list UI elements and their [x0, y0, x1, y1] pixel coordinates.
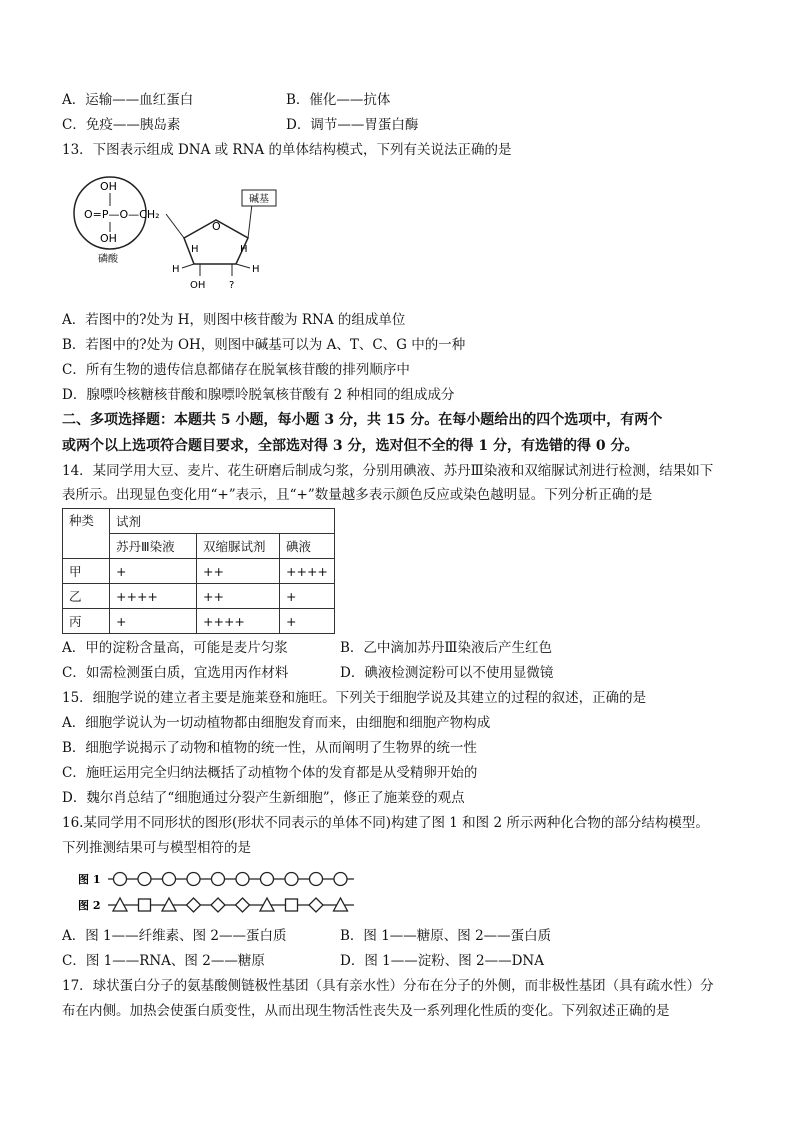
table-row: [63, 559, 335, 584]
q16-option-d: D．图 1——淀粉、图 2——DNA: [340, 953, 544, 969]
q12-option-c: C．免疫——胰岛素: [62, 117, 181, 133]
diamond-monomer: [187, 898, 201, 912]
table-col-header: 双缩脲试剂: [197, 534, 280, 559]
polymer-model-figure: [78, 866, 368, 918]
q12-option-b: B．催化——抗体: [286, 92, 391, 108]
q15-option-a: A．细胞学说认为一切动植物都由细胞发育而来，由细胞和细胞产物构成: [62, 715, 491, 731]
table-cell: +: [110, 559, 197, 584]
table-row-name: 甲: [63, 559, 110, 584]
reagent-results-table: [62, 508, 335, 634]
q16-option-b: B．图 1——糖原、图 2——蛋白质: [340, 928, 552, 944]
table-header-kind: 种类: [63, 509, 110, 559]
q14-option-b: B．乙中滴加苏丹Ⅲ染液后产生红色: [340, 640, 552, 656]
phosphate-oh-top: OH: [100, 180, 117, 193]
circle-monomer: [310, 873, 323, 886]
question-mark: ?: [229, 280, 235, 291]
q12-option-a: A．运输——血红蛋白: [62, 92, 194, 108]
h-atom: H: [240, 244, 248, 255]
q14-option-a: A．甲的淀粉含量高，可能是麦片匀浆: [62, 640, 288, 656]
q14-option-c: C．如需检测蛋白质，宜选用丙作材料: [62, 665, 289, 681]
circle-monomer: [285, 873, 298, 886]
q17-stem-line1: 17．球状蛋白分子的氨基酸侧链极性基团（具有亲水性）分布在分子的外侧，而非极性基团（具有疏水性）分: [62, 978, 714, 994]
table-col-header: 苏丹Ⅲ染液: [110, 534, 197, 559]
q15-stem: 15．细胞学说的建立者主要是施莱登和施旺。下列关于细胞学说及其建立的过程的叙述，正确的是: [62, 690, 647, 706]
circle-monomer: [236, 873, 249, 886]
h-atom: H: [191, 244, 199, 255]
bond-line: [182, 264, 194, 268]
section2-heading-line1: 二、多项选择题：本题共 5 小题，每小题 3 分，共 15 分。在每小题给出的四个选项中，有两个: [62, 412, 663, 428]
q16-stem-line2: 下列推测结果可与模型相符的是: [62, 840, 251, 856]
circle-monomer: [114, 873, 127, 886]
phosphate-label: 磷酸: [98, 254, 118, 265]
phosphate-oh-bottom: OH: [100, 232, 117, 245]
q13-stem: 13．下图表示组成 DNA 或 RNA 的单体结构模式，下列有关说法正确的是: [62, 142, 512, 158]
diamond-monomer: [236, 898, 250, 912]
q16-option-a: A．图 1——纤维素、图 2——蛋白质: [62, 928, 287, 944]
phosphate-backbone-text: O=P—O—CH₂: [84, 208, 160, 221]
q15-option-c: C．施旺运用完全归纳法概括了动植物个体的发育都是从受精卵开始的: [62, 765, 478, 781]
table-row-name: 丙: [63, 609, 110, 634]
circle-monomer: [187, 873, 200, 886]
table-row: [63, 584, 335, 609]
ring-oxygen: O: [212, 220, 221, 233]
q14-stem-line2: 表所示。出现显色变化用“+”表示，且“+”数量越多表示颜色反应或染色越明显。下列分析正确的是: [62, 487, 653, 503]
table-cell: ++++: [110, 584, 197, 609]
square-monomer: [286, 899, 298, 911]
h-atom: H: [252, 264, 260, 275]
circle-monomer: [138, 873, 151, 886]
q13-option-c: C．所有生物的遗传信息都储存在脱氧核苷酸的排列顺序中: [62, 362, 410, 378]
q15-option-d: D．魏尔肖总结了“细胞通过分裂产生新细胞”，修正了施莱登的观点: [62, 790, 465, 806]
q16-stem-line1: 16.某同学用不同形状的图形(形状不同表示的单体不同)构建了图 1 和图 2 所示两种化合物的部分结构模型。: [62, 815, 709, 831]
q14-option-d: D．碘液检测淀粉可以不使用显微镜: [340, 665, 554, 681]
table-row: [63, 609, 335, 634]
table-cell: ++: [197, 584, 280, 609]
bond-line: [248, 204, 252, 238]
q14-stem-line1: 14．某同学用大豆、麦片、花生研磨后制成匀浆，分别用碘液、苏丹Ⅲ染液和双缩脲试剂进行检测，结果如下: [62, 463, 714, 479]
fig1-label: 图 1: [78, 873, 101, 886]
base-label: 碱基: [249, 194, 269, 205]
q16-option-c: C．图 1——RNA、图 2——糖原: [62, 953, 265, 969]
fig2-label: 图 2: [78, 899, 101, 912]
diamond-monomer: [309, 898, 323, 912]
table-cell: +: [280, 609, 335, 634]
table-cell: ++++: [197, 609, 280, 634]
q15-option-b: B．细胞学说揭示了动物和植物的统一性，从而阐明了生物界的统一性: [62, 740, 477, 756]
nucleotide-structure-figure: [66, 168, 296, 300]
q13-option-a: A．若图中的?处为 H，则图中核苷酸为 RNA 的组成单位: [62, 312, 406, 328]
diamond-monomer: [211, 898, 225, 912]
table-cell: ++: [197, 559, 280, 584]
table-cell: +: [110, 609, 197, 634]
section2-heading-line2: 或两个以上选项符合题目要求，全部选对得 3 分，选对但不全的得 1 分，有选错的得 0 分。: [62, 438, 639, 454]
table-header-reagent: 试剂: [110, 509, 335, 534]
square-monomer: [139, 899, 151, 911]
sugar-oh: OH: [190, 280, 206, 291]
table-cell: +: [280, 584, 335, 609]
table-row-name: 乙: [63, 584, 110, 609]
circle-monomer: [212, 873, 225, 886]
table-cell: ++++: [280, 559, 335, 584]
circle-monomer: [334, 873, 347, 886]
circle-monomer: [163, 873, 176, 886]
circle-monomer: [261, 873, 274, 886]
q17-stem-line2: 布在内侧。加热会使蛋白质变性，从而出现生物活性丧失及一系列理化性质的变化。下列叙述正确的是: [62, 1003, 670, 1019]
q12-option-d: D．调节——胃蛋白酶: [286, 117, 419, 133]
bond-line: [236, 264, 250, 268]
q13-option-d: D．腺嘌呤核糖核苷酸和腺嘌呤脱氧核苷酸有 2 种相同的组成成分: [62, 387, 455, 403]
bond-line: [166, 214, 184, 238]
q13-option-b: B．若图中的?处为 OH，则图中碱基可以为 A、T、C、G 中的一种: [62, 337, 466, 353]
table-col-header: 碘液: [280, 534, 335, 559]
h-atom: H: [172, 264, 180, 275]
